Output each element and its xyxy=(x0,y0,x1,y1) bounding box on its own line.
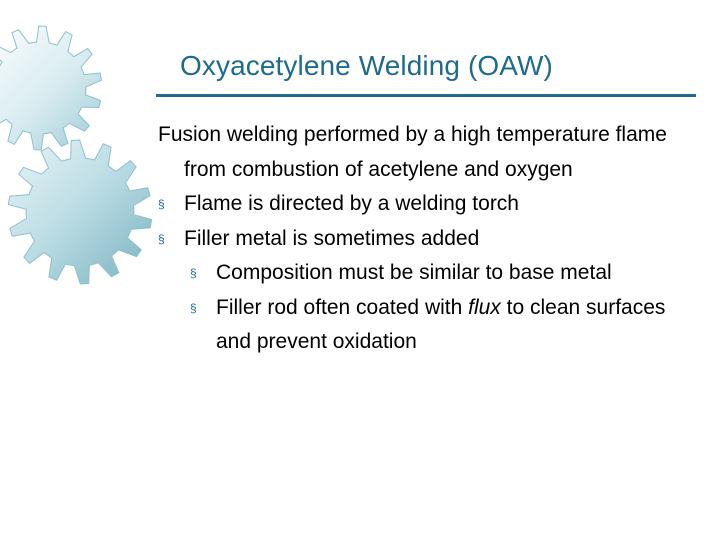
slide-title: Oxyacetylene Welding (OAW) xyxy=(180,50,553,81)
gear-upper-icon xyxy=(0,26,102,150)
intro-paragraph: Fusion welding performed by a high temperature flame from combustion of acetylene and oxygen xyxy=(158,123,667,181)
title-underline xyxy=(156,94,696,97)
sub-bullet-text: Composition must be similar to base metal xyxy=(216,261,612,284)
sub-bullet-text-before: Filler rod often coated with xyxy=(216,295,469,319)
square-bullet-icon: § xyxy=(158,231,165,246)
sub-bullet-item-composition xyxy=(190,256,698,291)
gear-body xyxy=(0,26,102,150)
bullet-item-filler xyxy=(158,222,698,257)
gear-lower-icon xyxy=(8,140,151,284)
sub-bullet-item-flux xyxy=(190,291,698,360)
bullet-text: Filler metal is sometimes added xyxy=(184,226,480,250)
square-bullet-icon: § xyxy=(190,300,197,315)
sub-bullet-text-after: to clean surfaces and prevent oxidation xyxy=(216,295,666,353)
square-bullet-icon: § xyxy=(190,266,197,280)
slide-body xyxy=(158,118,698,360)
gear-body xyxy=(8,140,151,284)
bullet-text: Flame is directed by a welding torch xyxy=(184,192,519,215)
bullet-item-flame xyxy=(158,187,698,222)
flux-emphasis: flux xyxy=(468,295,501,319)
square-bullet-icon: § xyxy=(158,197,165,211)
